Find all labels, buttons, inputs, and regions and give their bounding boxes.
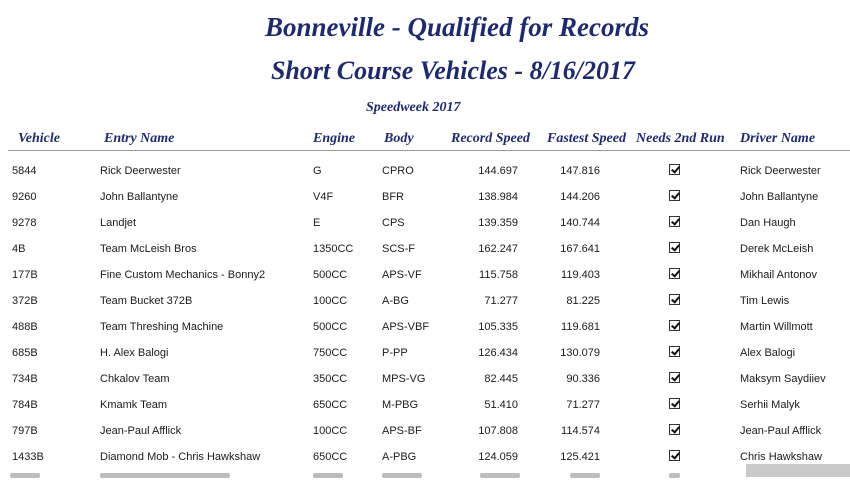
table-row bbox=[0, 190, 850, 216]
cell-record-speed: 105.335 bbox=[478, 321, 518, 333]
cell-record-speed: 71.277 bbox=[484, 295, 518, 307]
col-header-needs-2nd-run: Needs 2nd Run bbox=[636, 131, 725, 146]
cell-entry-name: Landjet bbox=[100, 217, 137, 229]
cell-body: CPRO bbox=[382, 165, 414, 177]
cell-engine: 500CC bbox=[313, 321, 348, 333]
checked-checkbox-icon bbox=[669, 216, 680, 227]
checked-checkbox-icon bbox=[669, 294, 680, 305]
table-row bbox=[0, 268, 850, 294]
table-row bbox=[0, 216, 850, 242]
cell-entry-name: H. Alex Balogi bbox=[100, 347, 169, 359]
cell-record-speed: 51.410 bbox=[484, 399, 518, 411]
cell-driver-name: Serhii Malyk bbox=[740, 399, 800, 411]
cell-record-speed: 139.359 bbox=[478, 217, 518, 229]
cell-body: P-PP bbox=[382, 347, 408, 359]
table-row bbox=[0, 164, 850, 190]
cell-body: M-PBG bbox=[382, 399, 419, 411]
cell-fastest-speed: 140.744 bbox=[560, 217, 600, 229]
table-row bbox=[0, 372, 850, 398]
cell-fastest-speed: 119.403 bbox=[561, 269, 600, 281]
checked-checkbox-icon bbox=[669, 398, 680, 409]
cell-vehicle: 1433B bbox=[12, 451, 44, 463]
cell-entry-name: Jean-Paul Afflick bbox=[100, 425, 182, 437]
cell-body: APS-VF bbox=[382, 269, 422, 281]
cell-engine: V4F bbox=[313, 191, 334, 203]
cell-record-speed: 138.984 bbox=[478, 191, 518, 203]
table-row bbox=[0, 346, 850, 372]
cell-body: MPS-VG bbox=[382, 373, 426, 385]
cell-fastest-speed: 71.277 bbox=[566, 399, 600, 411]
cell-driver-name: Dan Haugh bbox=[740, 217, 796, 229]
cell-entry-name: Chkalov Team bbox=[100, 373, 170, 385]
table-row bbox=[0, 424, 850, 450]
col-header-driver-name: Driver Name bbox=[740, 131, 816, 146]
cell-fastest-speed: 130.079 bbox=[560, 347, 600, 359]
cell-engine: E bbox=[313, 217, 321, 229]
cell-entry-name: Team McLeish Bros bbox=[100, 243, 197, 255]
report-subtitle-date: Short Course Vehicles - 8/16/2017 bbox=[270, 56, 636, 85]
cell-fastest-speed: 144.206 bbox=[560, 191, 600, 203]
cell-fastest-speed: 90.336 bbox=[566, 373, 600, 385]
cell-vehicle: 685B bbox=[12, 347, 38, 359]
cell-driver-name: Derek McLeish bbox=[740, 243, 814, 255]
cell-vehicle: 488B bbox=[12, 321, 38, 333]
checked-checkbox-icon bbox=[669, 190, 680, 201]
cell-vehicle: 4B bbox=[12, 243, 26, 255]
cell-engine: G bbox=[313, 165, 322, 177]
col-header-vehicle: Vehicle bbox=[18, 131, 60, 146]
cell-record-speed: 144.697 bbox=[478, 165, 518, 177]
col-header-body: Body bbox=[384, 131, 414, 146]
cell-vehicle: 372B bbox=[12, 295, 38, 307]
cell-driver-name: Alex Balogi bbox=[740, 347, 796, 359]
col-header-fastest-speed: Fastest Speed bbox=[547, 131, 626, 146]
cell-entry-name: Fine Custom Mechanics - Bonny2 bbox=[100, 269, 266, 281]
cell-fastest-speed: 125.421 bbox=[560, 451, 600, 463]
cell-driver-name: Maksym Saydiiev bbox=[740, 373, 826, 385]
corner-overlay bbox=[746, 464, 850, 477]
cell-driver-name: Rick Deerwester bbox=[740, 165, 821, 177]
checked-checkbox-icon bbox=[669, 372, 680, 383]
cell-engine: 650CC bbox=[313, 451, 348, 463]
cell-engine: 500CC bbox=[313, 269, 348, 281]
cell-entry-name: Rick Deerwester bbox=[100, 165, 181, 177]
cell-record-speed: 124.059 bbox=[478, 451, 518, 463]
cell-record-speed: 82.445 bbox=[484, 373, 518, 385]
cell-engine: 650CC bbox=[313, 399, 348, 411]
table-row bbox=[0, 242, 850, 268]
cell-body: APS-BF bbox=[382, 425, 422, 437]
cell-body: APS-VBF bbox=[382, 321, 430, 333]
cell-vehicle: 784B bbox=[12, 399, 38, 411]
col-header-engine: Engine bbox=[313, 131, 356, 146]
cell-vehicle: 9260 bbox=[12, 191, 37, 203]
cell-vehicle: 5844 bbox=[12, 165, 37, 177]
cell-record-speed: 115.758 bbox=[479, 269, 518, 281]
cell-record-speed: 162.247 bbox=[478, 243, 518, 255]
cell-vehicle: 734B bbox=[12, 373, 38, 385]
col-header-record-speed: Record Speed bbox=[451, 131, 530, 146]
cell-fastest-speed: 114.574 bbox=[561, 425, 600, 437]
cut-off-row bbox=[0, 470, 850, 480]
cell-engine: 1350CC bbox=[313, 243, 354, 255]
cell-vehicle: 177B bbox=[12, 269, 38, 281]
cell-driver-name: John Ballantyne bbox=[740, 191, 819, 203]
cell-driver-name: Tim Lewis bbox=[740, 295, 790, 307]
table-row bbox=[0, 294, 850, 320]
cell-body: SCS-F bbox=[382, 243, 415, 255]
table-row bbox=[0, 320, 850, 346]
cell-body: CPS bbox=[382, 217, 405, 229]
cell-driver-name: Jean-Paul Afflick bbox=[740, 425, 822, 437]
cell-entry-name: John Ballantyne bbox=[100, 191, 179, 203]
cell-body: A-BG bbox=[382, 295, 409, 307]
header-divider bbox=[8, 150, 850, 151]
cell-fastest-speed: 147.816 bbox=[560, 165, 600, 177]
cell-engine: 350CC bbox=[313, 373, 348, 385]
report-title: Bonneville - Qualified for Records bbox=[265, 12, 649, 42]
checked-checkbox-icon bbox=[669, 346, 680, 357]
cell-body: BFR bbox=[382, 191, 404, 203]
cell-entry-name: Team Bucket 372B bbox=[100, 295, 193, 307]
cell-fastest-speed: 167.641 bbox=[560, 243, 600, 255]
cell-entry-name: Diamond Mob - Chris Hawkshaw bbox=[100, 451, 261, 463]
cell-body: A-PBG bbox=[382, 451, 417, 463]
cell-vehicle: 797B bbox=[12, 425, 38, 437]
checked-checkbox-icon bbox=[669, 164, 680, 175]
checked-checkbox-icon bbox=[669, 242, 680, 253]
checked-checkbox-icon bbox=[669, 268, 680, 279]
col-header-entry-name: Entry Name bbox=[104, 131, 175, 146]
cell-driver-name: Chris Hawkshaw bbox=[740, 451, 822, 463]
table-row bbox=[0, 398, 850, 424]
cell-driver-name: Mikhail Antonov bbox=[740, 269, 818, 281]
cell-record-speed: 107.808 bbox=[478, 425, 518, 437]
cell-fastest-speed: 119.681 bbox=[561, 321, 600, 333]
cell-fastest-speed: 81.225 bbox=[566, 295, 600, 307]
cell-engine: 100CC bbox=[313, 425, 348, 437]
event-name: Speedweek 2017 bbox=[366, 100, 461, 115]
cell-record-speed: 126.434 bbox=[478, 347, 518, 359]
cell-vehicle: 9278 bbox=[12, 217, 37, 229]
cell-engine: 750CC bbox=[313, 347, 348, 359]
cell-engine: 100CC bbox=[313, 295, 348, 307]
cell-entry-name: Kmamk Team bbox=[100, 399, 168, 411]
cell-entry-name: Team Threshing Machine bbox=[100, 321, 224, 333]
cell-driver-name: Martin Willmott bbox=[740, 321, 813, 333]
checked-checkbox-icon bbox=[669, 450, 680, 461]
checked-checkbox-icon bbox=[669, 320, 680, 331]
checked-checkbox-icon bbox=[669, 424, 680, 435]
